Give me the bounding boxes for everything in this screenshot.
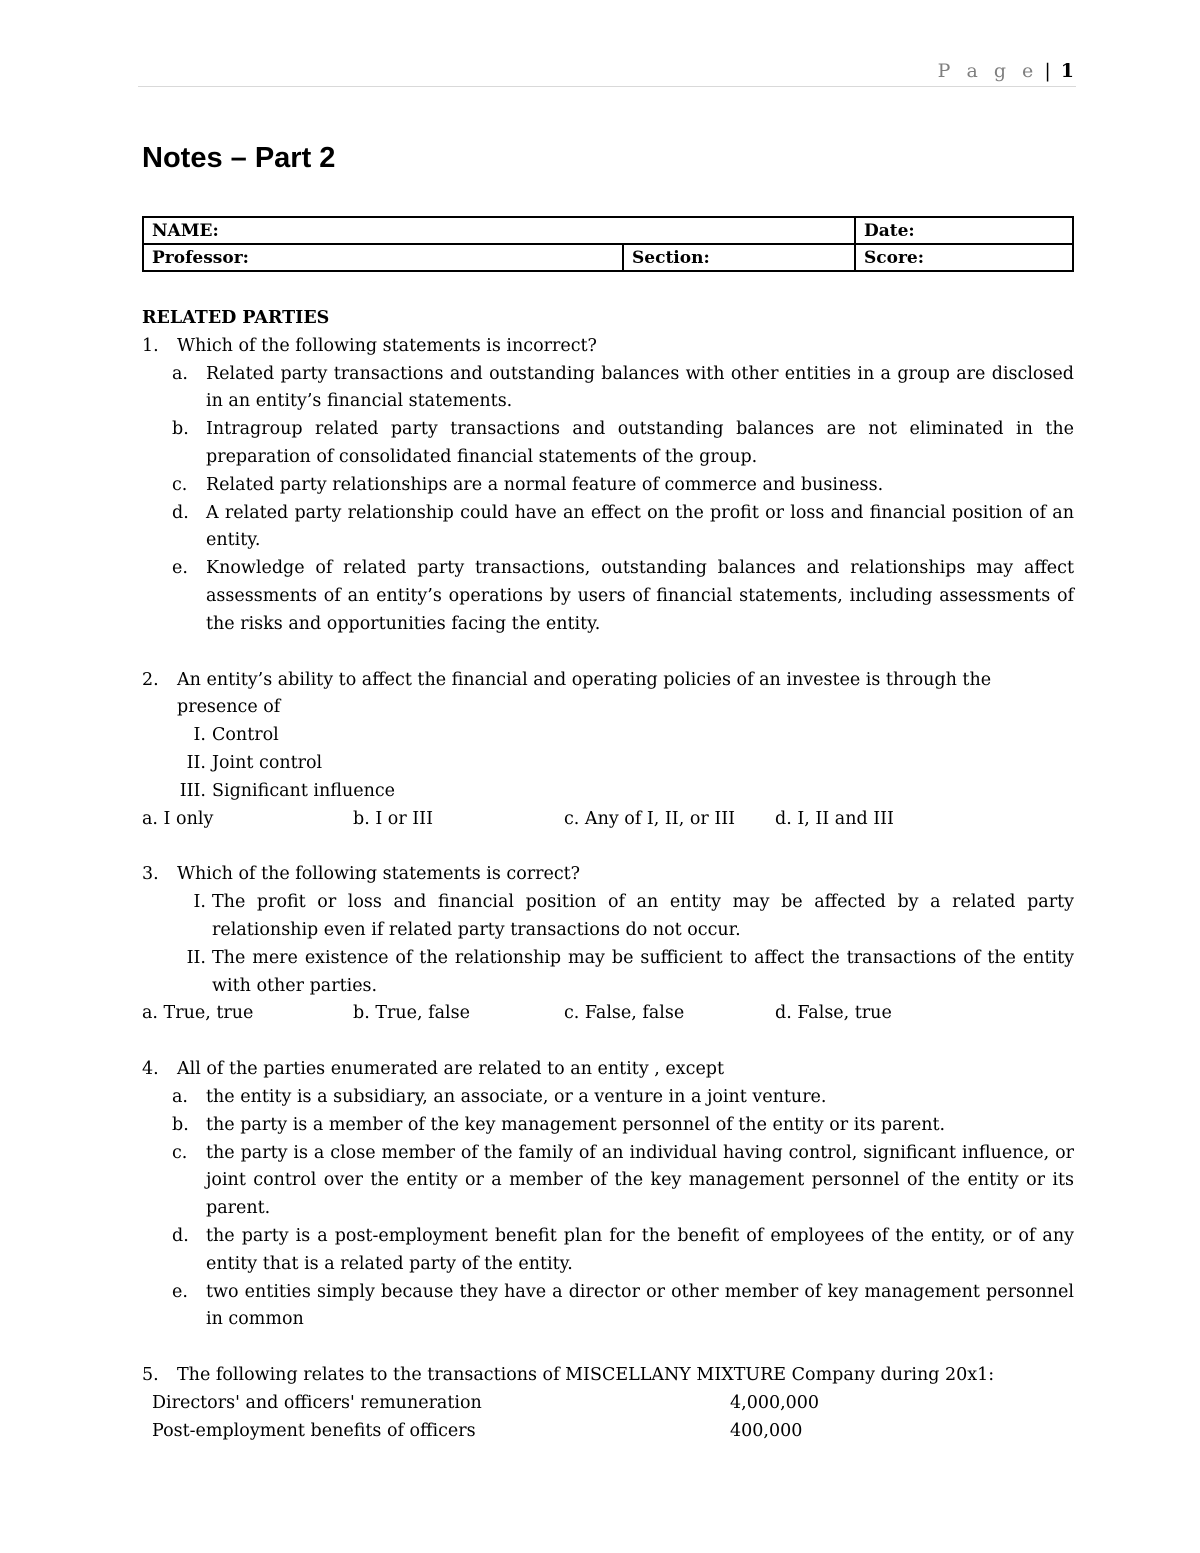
question-number: 4. [142,1059,159,1080]
option [142,500,1074,556]
option [142,1112,1074,1140]
option-label: e. [172,558,188,579]
date-field[interactable]: Date: [855,217,1073,244]
transaction-label: Directors' and officers' remuneration [152,1392,482,1413]
option-label: a. [172,1086,188,1107]
option-text: two entities simply because they have a director or other member of key management personnel in common [206,1281,1074,1330]
question-text: Which of the following statements is incorrect? [177,335,597,356]
transaction-value: 400,000 [730,1420,803,1441]
option-text: the entity is a subsidiary, an associate, or a venture in a joint venture. [206,1086,827,1107]
spacer [142,833,1074,861]
student-info-table [142,216,1074,272]
roman-text: The mere existence of the relationship may be sufficient to affect the transactions of the entity with other parties. [212,947,1074,996]
transaction-value: 4,000,000 [730,1392,820,1413]
document-body [142,305,1074,1445]
question-number: 3. [142,864,159,885]
roman-item [142,750,1074,778]
roman-item [142,945,1074,1001]
option [142,416,1074,472]
page-title: Notes – Part 2 [142,142,336,174]
option-text: Knowledge of related party transactions, outstanding balances and relationships may affect assessments of an entity’s operations by users of financial statements, including assessments of the risks and opportunities facing the entity. [206,558,1074,634]
answer-choice: c. Any of I, II, or III [564,808,736,829]
question-text: The following relates to the transactions of MISCELLANY MIXTURE Company during 20x1: [177,1365,995,1386]
roman-item [142,722,1074,750]
answer-choice: b. True, false [353,1003,470,1024]
roman-label: I. [193,892,206,913]
question-2 [142,667,1074,723]
answer-choices [142,1000,1074,1028]
roman-text: The profit or loss and financial position of an entity may be affected by a related party relationship even if related party transactions do not occur. [212,892,1074,940]
professor-field[interactable]: Professor: [143,244,623,271]
question-1 [142,333,1074,361]
question-number: 1. [142,335,159,356]
roman-text: Control [212,725,279,746]
roman-item [142,778,1074,806]
question-text: Which of the following statements is correct? [177,864,581,885]
roman-label: II. [186,947,206,968]
transaction-label: Post-employment benefits of officers [152,1420,476,1441]
roman-label: II. [186,752,206,773]
option-label: b. [172,419,189,440]
page-separator: | [1044,60,1051,82]
answer-choice: a. I only [142,808,214,829]
question-number: 2. [142,669,159,690]
page-digit: 1 [1060,60,1074,82]
option [142,1140,1074,1223]
option [142,1223,1074,1279]
section-field[interactable]: Section: [623,244,855,271]
option-text: Intragroup related party transactions and outstanding balances are not eliminated in the preparation of consolidated financial statements of the group. [206,419,1074,467]
name-field[interactable]: NAME: [143,217,855,244]
question-3 [142,861,1074,889]
answer-choice: c. False, false [564,1003,685,1024]
roman-text: Significant influence [212,780,396,801]
roman-text: Joint control [212,752,323,773]
option-text: the party is a post-employment benefit plan for the benefit of employees of the entity, or of any entity that is a related party of the entity. [206,1225,1074,1274]
answer-choice: b. I or III [353,808,434,829]
transaction-row [142,1390,1074,1418]
option [142,1084,1074,1112]
roman-label: I. [193,725,206,746]
answer-choice: d. False, true [775,1003,892,1024]
option-label: a. [172,363,188,384]
question-4 [142,1056,1074,1084]
answer-choice: a. True, true [142,1003,254,1024]
option-label: c. [172,1142,188,1163]
page-word: P a g e [937,60,1039,82]
option-text: Related party transactions and outstanding balances with other entities in a group are disclosed in an entity’s financial statements. [206,363,1074,412]
spacer [142,1334,1074,1362]
option-label: d. [172,1225,189,1246]
option [142,472,1074,500]
option-text: the party is a member of the key management personnel of the entity or its parent. [206,1114,946,1135]
question-text: An entity’s ability to affect the financial and operating policies of an investee is through the presence of [177,669,992,718]
option-label: d. [172,502,189,523]
question-text: All of the parties enumerated are related to an entity , except [177,1059,725,1080]
option [142,555,1074,638]
page-number [938,60,1074,82]
option [142,361,1074,417]
option-text: Related party relationships are a normal feature of commerce and business. [206,474,884,495]
option-label: e. [172,1281,188,1302]
spacer [142,639,1074,667]
option-text: A related party relationship could have an effect on the profit or loss and financial position of an entity. [206,502,1074,551]
question-number: 5. [142,1365,159,1386]
option-text: the party is a close member of the family of an individual having control, significant influence, or joint control over the entity or a member of the key management personnel of the entity or its parent. [206,1142,1074,1219]
option [142,1279,1074,1335]
page-header [138,60,1076,87]
option-label: c. [172,474,188,495]
answer-choices [142,806,1074,834]
roman-item [142,889,1074,945]
option-label: b. [172,1114,189,1135]
question-5 [142,1362,1074,1390]
transaction-row [142,1418,1074,1446]
section-title: RELATED PARTIES [142,308,330,328]
roman-label: III. [179,780,206,801]
answer-choice: d. I, II and III [775,808,894,829]
spacer [142,1028,1074,1056]
score-field[interactable]: Score: [855,244,1073,271]
